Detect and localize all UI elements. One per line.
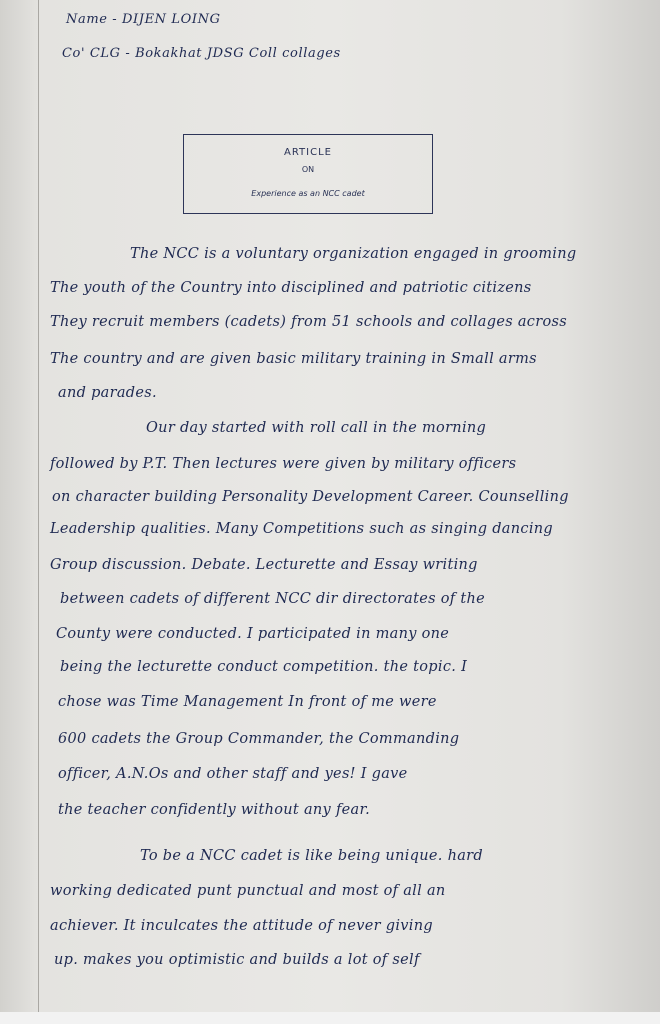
body-line: being the lecturette conduct competition. the topic. I — [60, 659, 468, 675]
article-on-label: ON — [301, 165, 315, 174]
body-line: 600 cadets the Group Commander, the Commanding — [58, 731, 460, 747]
college-line: Co' CLG - Bokakhat JDSG Coll collages — [62, 46, 341, 61]
body-line: The youth of the Country into disciplined and patriotic citizens — [50, 280, 532, 296]
article-topic: Experience as an NCC cadet — [251, 189, 365, 198]
body-line: The country and are given basic military training in Small arms — [50, 351, 537, 367]
bottom-strip — [0, 1012, 660, 1024]
body-line: officer, A.N.Os and other staff and yes! I gave — [58, 766, 408, 782]
body-line: The NCC is a voluntary organization engaged in grooming — [130, 246, 577, 262]
body-line: working dedicated punt punctual and most of all an — [50, 883, 446, 899]
body-line: County were conducted. I participated in many one — [56, 626, 450, 642]
body-line: and parades. — [58, 385, 157, 401]
body-line: achiever. It inculcates the attitude of never giving — [50, 918, 433, 934]
body-line: up. makes you optimistic and builds a lot of self — [54, 952, 420, 968]
body-line: Our day started with roll call in the morning — [146, 420, 487, 436]
body-line: To be a NCC cadet is like being unique. hard — [140, 848, 483, 864]
article-title-box — [183, 134, 433, 214]
name-line: Name - DIJEN LOING — [66, 12, 221, 27]
article-label: ARTICLE — [284, 147, 332, 158]
body-line: between cadets of different NCC dir directorates of the — [60, 591, 485, 607]
body-line: followed by P.T. Then lectures were given by military officers — [50, 456, 517, 472]
body-line: on character building Personality Development Career. Counselling — [52, 489, 569, 505]
body-line: They recruit members (cadets) from 51 schools and collages across — [50, 314, 567, 330]
body-line: Group discussion. Debate. Lecturette and Essay writing — [50, 557, 478, 573]
body-line: Leadership qualities. Many Competitions such as singing dancing — [50, 521, 553, 537]
body-line: chose was Time Management In front of me were — [58, 694, 437, 710]
margin-line — [38, 0, 39, 1012]
body-line: the teacher confidently without any fear. — [58, 802, 370, 818]
